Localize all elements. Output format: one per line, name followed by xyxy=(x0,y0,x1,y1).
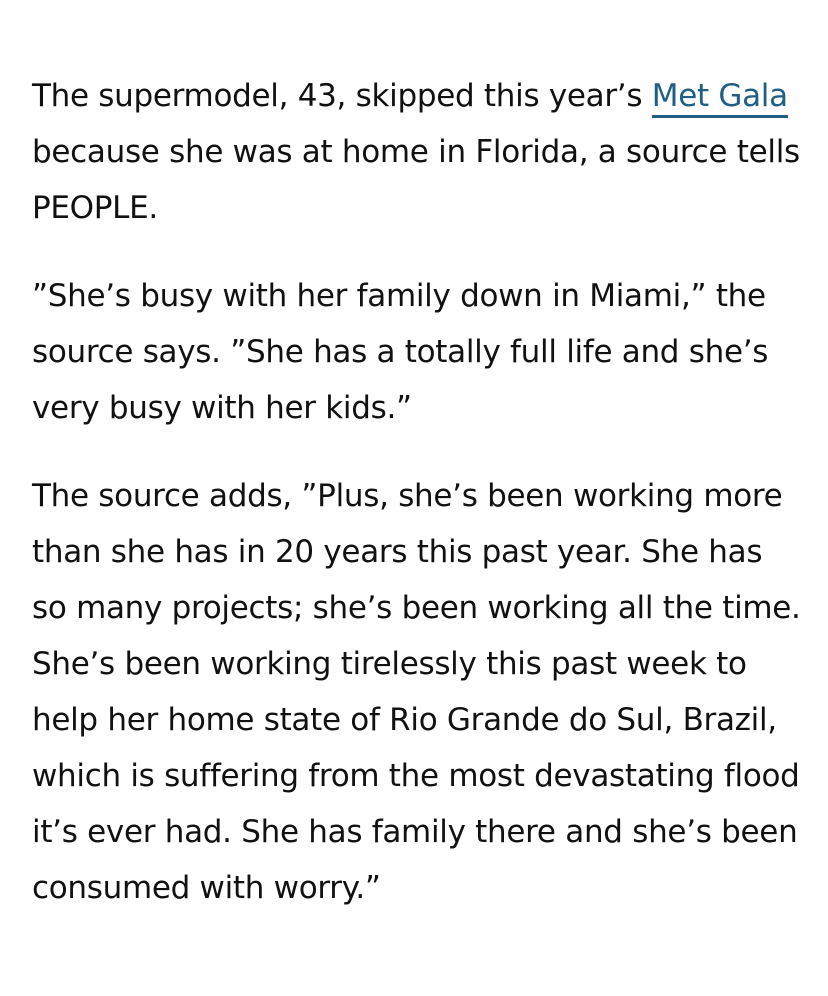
met-gala-link[interactable]: Met Gala xyxy=(652,78,788,118)
paragraph-1-text-before-link: The supermodel, 43, skipped this year’s xyxy=(32,78,652,114)
article-paragraph-3: The source adds, ”Plus, she’s been working more than she has in 20 years this past year. She has so many projects; she’s been working all the time. She’s been working tirelessly this past week to help her home state of Rio Grande do Sul, Brazil, which is suffering from the most devastating flood it’s ever had. She has family there and she’s been consumed with worry.” xyxy=(32,478,801,906)
article-body xyxy=(32,68,802,948)
article-paragraph-1 xyxy=(32,68,802,236)
article-paragraph-2: ”She’s busy with her family down in Miami,” the source says. ”She has a totally full life and she’s very busy with her kids.” xyxy=(32,278,769,426)
paragraph-1-text-after-link: because she was at home in Florida, a source tells PEOPLE. xyxy=(32,134,800,226)
